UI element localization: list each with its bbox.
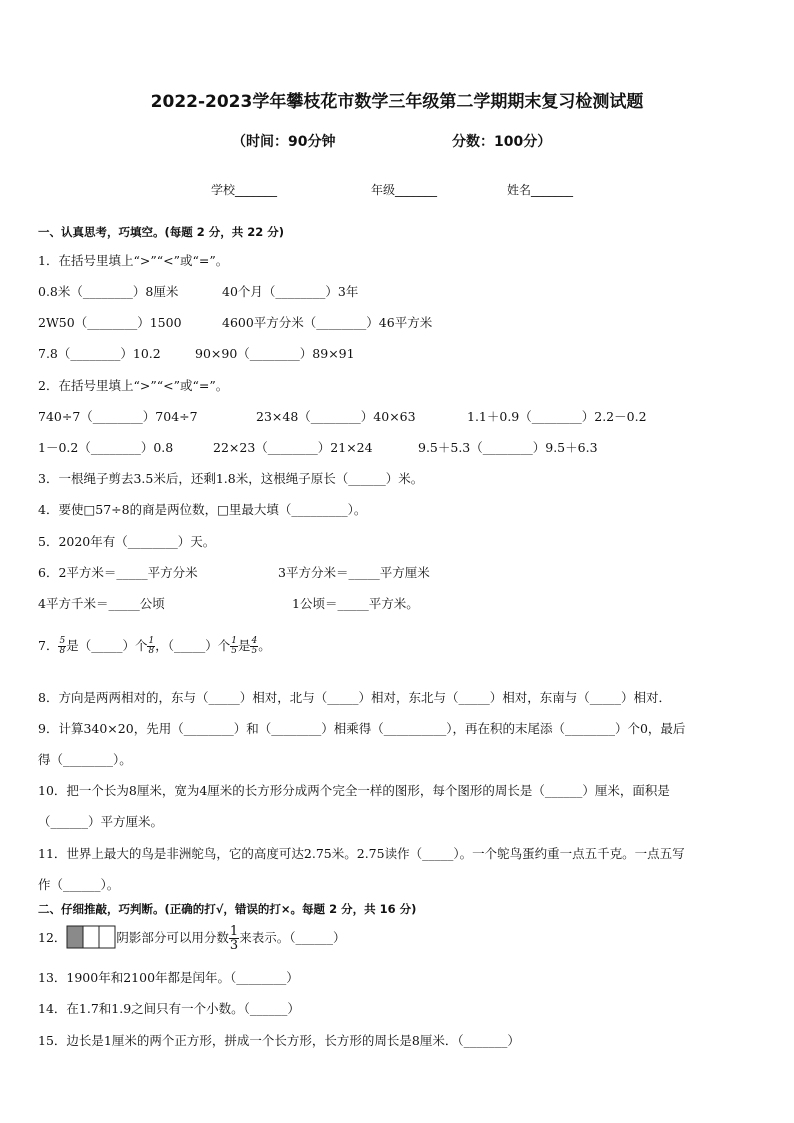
q12-prefix: 12．	[38, 930, 67, 945]
fraction-denominator: 5	[251, 646, 258, 656]
question-3: 3．一根绳子剪去3.5米后，还剩1.8米，这根绳子原长（______）米。	[38, 471, 424, 486]
q7-text-1: 是（_____）个	[66, 638, 148, 653]
question-2f: 9.5＋5.3（________）9.5＋6.3	[418, 440, 598, 455]
shaded-rectangle-figure	[66, 925, 116, 952]
question-2b: 23×48（________）40×63	[256, 409, 416, 424]
fraction-numerator: 4	[251, 636, 258, 646]
question-1e: 7.8（________）10.2	[38, 346, 161, 361]
fraction-denominator: 5	[231, 646, 237, 656]
question-2d: 1－0.2（________）0.8	[38, 440, 174, 455]
question-11b: 作（______）。	[38, 877, 120, 892]
fraction-denominator: 3	[229, 938, 239, 953]
question-1d: 4600平方分米（________）46平方米	[222, 315, 433, 330]
question-2a: 740÷7（________）704÷7	[38, 409, 198, 424]
question-9b: 得（________）。	[38, 752, 132, 767]
grade-field: 年级_______	[371, 183, 438, 197]
question-15: 15．边长是1厘米的两个正方形，拼成一个长方形，长方形的周长是8厘米．（_______）	[38, 1033, 520, 1048]
fraction-numerator: 1	[229, 924, 239, 939]
question-10b: （______）平方厘米。	[38, 814, 164, 829]
question-1: 1．在括号里填上“>”“<”或“=”。	[38, 253, 229, 268]
question-1f: 90×90（________）89×91	[195, 346, 355, 361]
q7-prefix: 7．	[38, 638, 59, 653]
question-8: 8．方向是两两相对的，东与（_____）相对，北与（_____）相对，东北与（_____）相对，东南与（_____）相对．	[38, 690, 671, 705]
question-7	[38, 636, 271, 656]
q12-text-2: 来表示。（______）	[239, 930, 346, 945]
q7-end: 。	[258, 638, 271, 653]
exam-score: 分数：100分）	[452, 134, 552, 150]
question-4: 4．要使□57÷8的商是两位数，□里最大填（_________）。	[38, 502, 367, 517]
question-6d: 1公顷＝_____平方米。	[292, 596, 419, 611]
name-field: 姓名_______	[507, 183, 574, 197]
question-1a: 0.8米（________）8厘米	[38, 284, 179, 299]
question-11a: 11．世界上最大的鸟是非洲鸵鸟，它的高度可达2.75米。2.75读作（_____）。一个鸵鸟蛋约重一点五千克。一点五写	[38, 846, 685, 861]
fraction-numerator: 1	[231, 636, 237, 646]
question-9a: 9．计算340×20，先用（________）和（________）相乘得（__________），再在积的末尾添（________）个0，最后	[38, 721, 686, 736]
question-6c: 4平方千米＝_____公顷	[38, 596, 165, 611]
fraction-denominator: 8	[59, 646, 66, 656]
page-title: 2022-2023学年攀枝花市数学三年级第二学期期末复习检测试题	[150, 92, 644, 112]
section-1-heading: 一、认真思考，巧填空。(每题 2 分，共 22 分)	[38, 225, 285, 239]
q7-text-3: 是	[237, 638, 251, 653]
question-6a: 6．2平方米＝_____平方分米	[38, 565, 198, 580]
exam-time: （时间：90分钟	[232, 134, 336, 150]
q7-text-2: ，（_____）个	[155, 638, 231, 653]
question-1c: 2W50（________）1500	[38, 315, 182, 330]
school-field: 学校_______	[211, 183, 278, 197]
question-2: 2．在括号里填上“>”“<”或“=”。	[38, 378, 229, 393]
question-2e: 22×23（________）21×24	[213, 440, 373, 455]
fraction-numerator: 1	[148, 636, 155, 646]
fraction-numerator: 5	[59, 636, 66, 646]
section-2-heading: 二、仔细推敲，巧判断。(正确的打√，错误的打×。每题 2 分，共 16 分)	[38, 902, 417, 916]
q12-text-1: 阴影部分可以用分数	[116, 930, 229, 945]
fraction-one-fifth	[230, 637, 238, 656]
question-12	[38, 925, 345, 952]
question-14: 14．在1.7和1.9之间只有一个小数。（______）	[38, 1001, 300, 1016]
fraction-denominator: 8	[148, 646, 155, 656]
fraction-one-third	[229, 925, 239, 952]
question-6b: 3平方分米＝_____平方厘米	[278, 565, 430, 580]
question-5: 5．2020年有（________）天。	[38, 534, 216, 549]
question-10a: 10．把一个长为8厘米，宽为4厘米的长方形分成两个完全一样的图形，每个图形的周长是（______）厘米，面积是	[38, 783, 670, 798]
question-13: 13．1900年和2100年都是闰年。（________）	[38, 970, 299, 985]
question-2c: 1.1＋0.9（________）2.2－0.2	[467, 409, 647, 424]
rectangle-thirds-icon	[66, 925, 116, 949]
question-1b: 40个月（________）3年	[222, 284, 359, 299]
